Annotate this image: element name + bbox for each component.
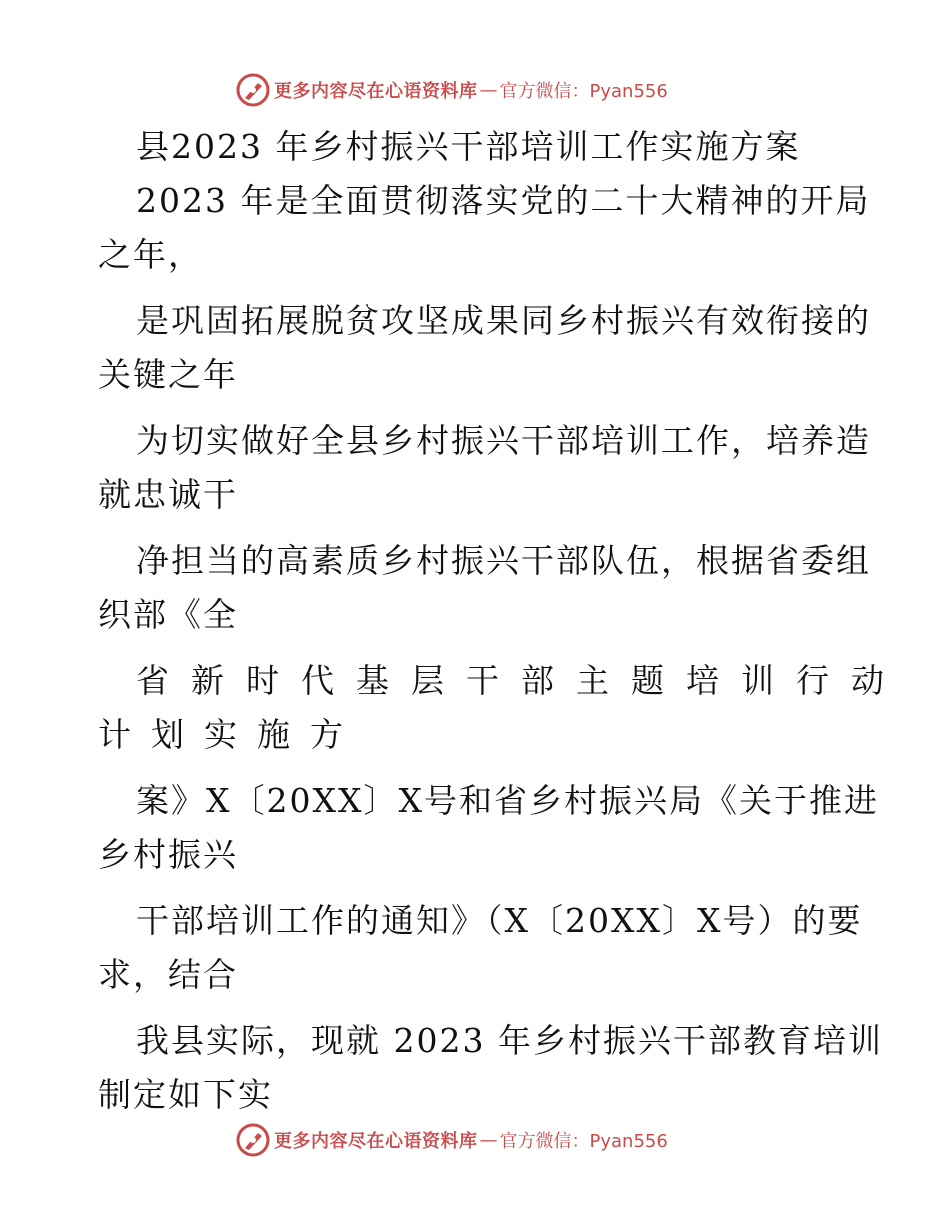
body-line: 干部培训工作的通知》（X〔20XX〕X号）的要 bbox=[136, 901, 863, 940]
body-line: 是巩固拓展脱贫攻坚成果同乡村振兴有效衔接的 bbox=[136, 301, 871, 340]
body-line: 案》X〔20XX〕X号和省乡村振兴局《关于推进 bbox=[136, 781, 879, 820]
body-line: 之年， bbox=[98, 235, 203, 274]
document-title: 县2023 年乡村振兴干部培训工作实施方案 bbox=[136, 127, 801, 166]
body-line: 2023 年是全面贯彻落实党的二十大精神的开局 bbox=[136, 181, 871, 220]
body-line: 我县实际，现就 2023 年乡村振兴干部教育培训 bbox=[136, 1021, 883, 1060]
body-line: 制定如下实 bbox=[98, 1075, 273, 1114]
header-banner-main-text: 更多内容尽在心语资料库 bbox=[274, 81, 478, 102]
header-watermark-banner bbox=[236, 72, 668, 108]
body-line: 为切实做好全县乡村振兴干部培训工作，培养造 bbox=[136, 421, 871, 460]
body-line: 计划实施方 bbox=[98, 715, 363, 754]
body-line: 乡村振兴 bbox=[98, 835, 238, 874]
header-banner-wechat-text: 官方微信：Pyan556 bbox=[499, 81, 668, 102]
body-line: 省新时代基层干部主题培训行动 bbox=[136, 661, 906, 700]
footer-watermark-banner bbox=[236, 1122, 668, 1158]
header-banner-dash: — bbox=[479, 79, 498, 101]
footer-banner-main-text: 更多内容尽在心语资料库 bbox=[274, 1131, 478, 1152]
body-line: 关键之年 bbox=[98, 355, 238, 394]
footer-banner-wechat-text: 官方微信：Pyan556 bbox=[499, 1131, 668, 1152]
body-line: 净担当的高素质乡村振兴干部队伍，根据省委组 bbox=[136, 541, 871, 580]
body-line: 织部《全 bbox=[98, 595, 238, 634]
document-body bbox=[98, 120, 906, 1122]
footer-banner-dash: — bbox=[479, 1129, 498, 1151]
body-line: 求，结合 bbox=[98, 955, 238, 994]
body-line: 就忠诚干 bbox=[98, 475, 238, 514]
pen-logo-icon bbox=[236, 73, 270, 107]
pen-logo-icon bbox=[236, 1123, 270, 1157]
